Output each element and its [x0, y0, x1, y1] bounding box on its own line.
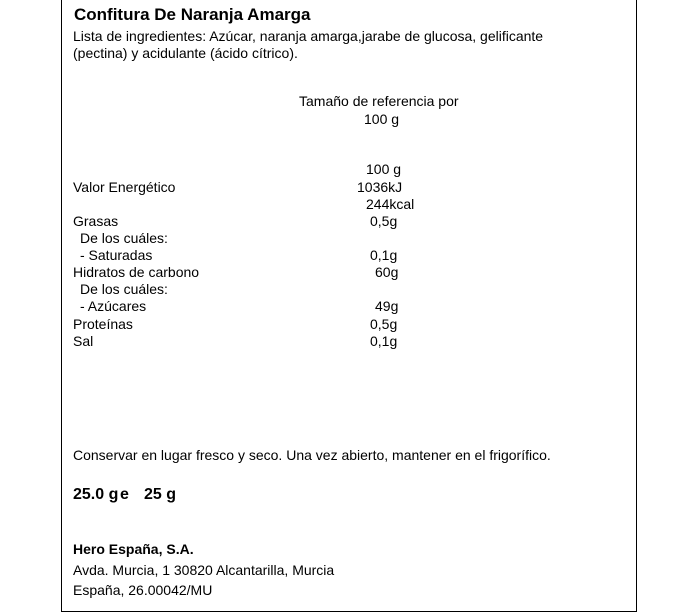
- storage-instructions: Conservar en lugar fresco y seco. Una vez abierto, mantener en el frigorífico.: [73, 447, 551, 463]
- row-label-fat: Grasas: [73, 213, 119, 229]
- row-value-protein: 0,5g: [370, 316, 398, 332]
- row-label-sugars: - Azúcares: [80, 298, 147, 314]
- row-value-energy-kcal: 244kcal: [366, 196, 415, 212]
- row-value-fat: 0,5g: [370, 213, 398, 229]
- ingredients-line-2: (pectina) y acidulante (ácido cítrico).: [73, 45, 298, 61]
- row-label-energy: Valor Energético: [73, 179, 176, 195]
- manufacturer-name: Hero España, S.A.: [73, 541, 194, 557]
- row-label-saturated: - Saturadas: [80, 247, 153, 263]
- row-label-carbs-of-which: De los cuáles:: [80, 281, 168, 297]
- product-title: Confitura De Naranja Amarga: [74, 5, 311, 24]
- row-value-carbohydrates: 60g: [375, 264, 399, 280]
- row-label-salt: Sal: [73, 333, 94, 349]
- manufacturer-country-code: España, 26.00042/MU: [73, 582, 213, 598]
- row-value-sugars: 49g: [375, 298, 399, 314]
- reference-size-value: 100 g: [364, 111, 400, 127]
- net-weight-alt: 25 g: [144, 486, 177, 503]
- reference-size-label: Tamaño de referencia por: [299, 93, 459, 109]
- row-label-carbohydrates: Hidratos de carbono: [73, 264, 200, 280]
- row-label-protein: Proteínas: [73, 316, 133, 332]
- label-frame: [61, 0, 637, 612]
- row-label-fat-of-which: De los cuáles:: [80, 230, 168, 246]
- estimated-sign-icon: e: [120, 486, 129, 503]
- row-value-energy-kj: 1036kJ: [357, 179, 403, 195]
- nutrition-column-header: 100 g: [366, 161, 402, 177]
- net-weight-value: 25.0 g: [73, 486, 119, 503]
- row-value-salt: 0,1g: [370, 333, 398, 349]
- ingredients-line-1: Lista de ingredientes: Azúcar, naranja amarga,jarabe de glucosa, gelificante: [73, 28, 544, 44]
- row-value-saturated: 0,1g: [370, 247, 398, 263]
- manufacturer-address: Avda. Murcia, 1 30820 Alcantarilla, Murcia: [73, 562, 335, 578]
